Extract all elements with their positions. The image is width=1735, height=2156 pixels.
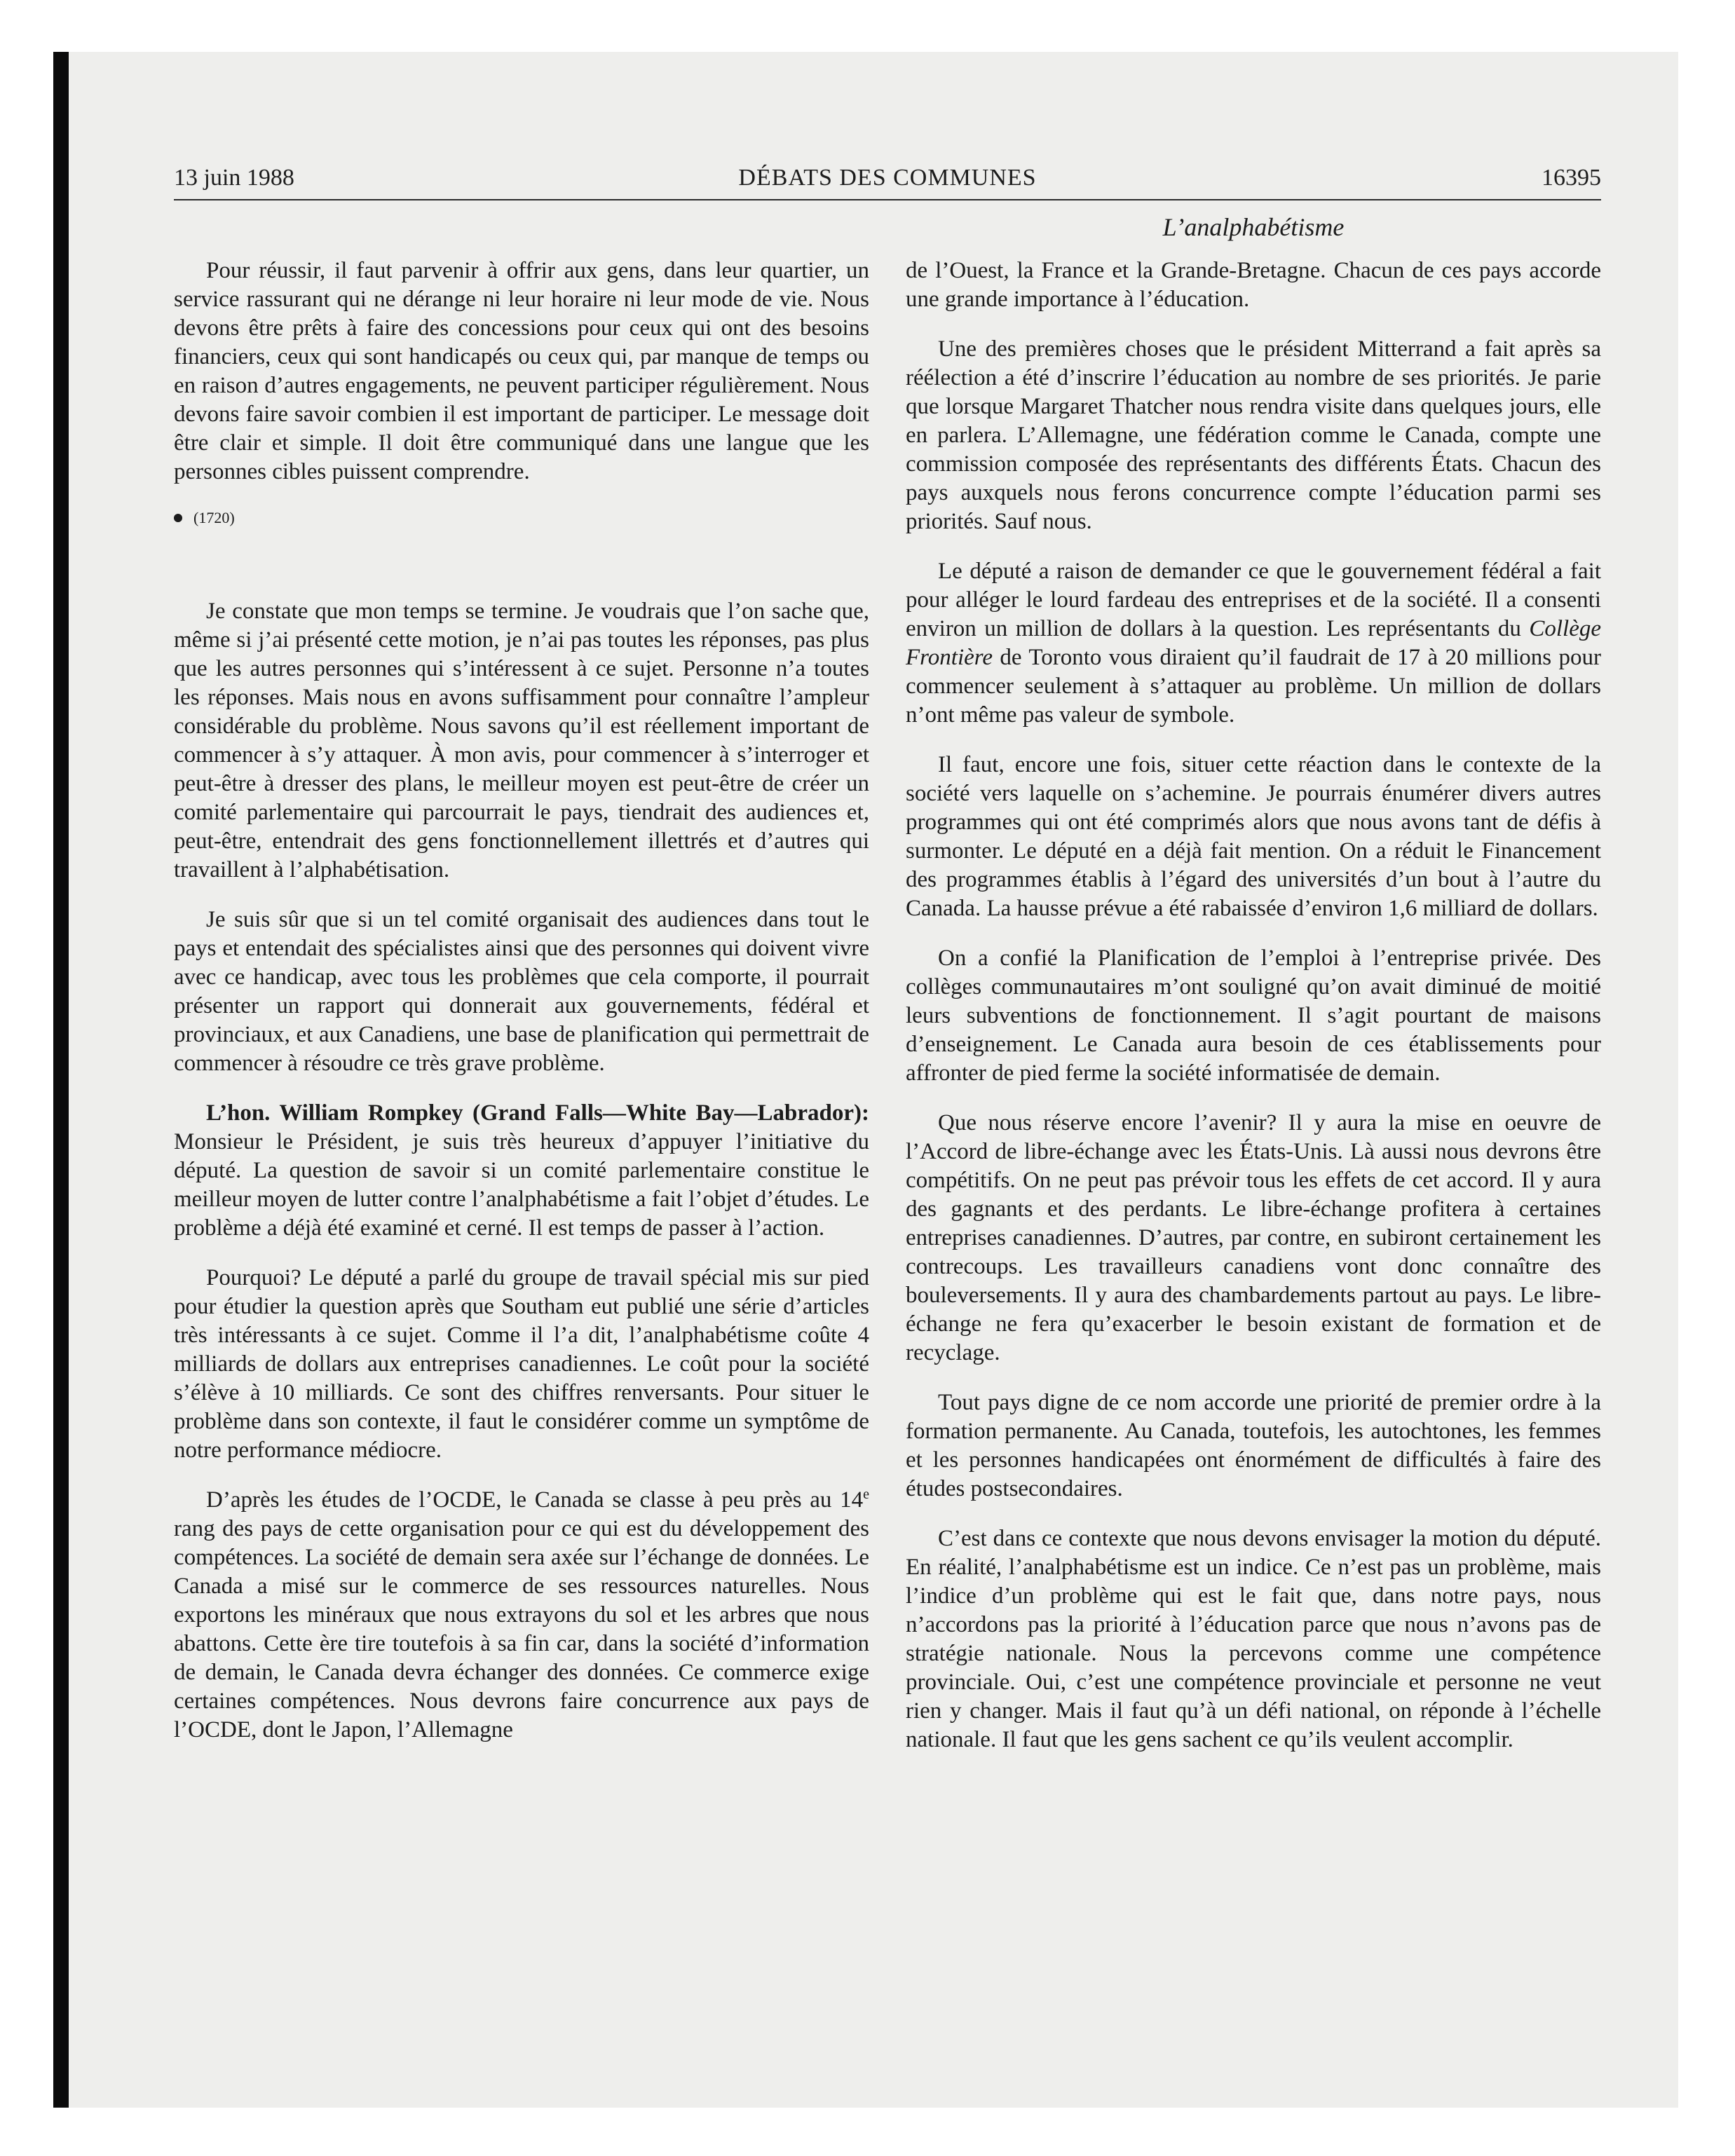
- paragraph: C’est dans ce contexte que nous devons envisager la motion du député. En réalité, l’analphabétisme est un indice. Ce n’est pas un problème, mais l’indice d’un problème qui est le fait que, dans notre pays, nous n’accordons pas la priorité à l’éducation parce que nous n’avons pas de stratégie nationale. Nous la percevons comme une compétence provinciale. Oui, c’est une compétence provinciale et personne ne veut rien y changer. Mais il faut qu’à un défi national, on réponde à l’échelle nationale. Il faut que les gens sachent ce qu’ils veulent accomplir.: [906, 1526, 1601, 1752]
- speaker-paragraph: [174, 1099, 869, 1243]
- timestamp-marker: [174, 507, 869, 528]
- header-page-number: 16395: [1542, 165, 1601, 191]
- paragraph: Tout pays digne de ce nom accorde une priorité de premier ordre à la formation permanente. Au Canada, toutefois, les autochtones, les femmes et les personnes handicapées ont énormément de difficultés à faire des études postsecondaires.: [906, 1390, 1601, 1501]
- bullet-icon: [174, 514, 182, 522]
- paragraph: Je suis sûr que si un tel comité organisait des audiences dans tout le pays et entendait des spécialistes ainsi que des personnes qui doivent vivre avec ce handicap, avec tous les problèmes que cela comporte, il pourrait présenter un rapport qui donnerait aux gouvernements, fédéral et provinciaux, et aux Canadiens, une base de planification qui permettrait de commencer à résoudre ce très grave problème.: [174, 907, 869, 1076]
- text-run: D’après les études de l’OCDE, le Canada se classe à peu près au 14: [206, 1487, 864, 1513]
- timestamp-text: (1720): [193, 509, 235, 526]
- paragraph: On a confié la Planification de l’emploi à l’entreprise privée. Des collèges communautaires m’ont souligné qu’on avait diminué de moitié leurs subventions de fonctionnement. Il s’agit pourtant de maisons d’enseignement. Le Canada aura besoin de ces établissements pour affronter de pied ferme la société informatisée de demain.: [906, 946, 1601, 1086]
- paragraph: Pour réussir, il faut parvenir à offrir aux gens, dans leur quartier, un service rassurant qui ne dérange ni leur horaire ni leur mode de vie. Nous devons être prêts à faire des concessions pour ceux qui ont des besoins financiers, ceux qui sont handicapés ou ceux qui, par manque de temps ou en raison d’autres engagements, ne peuvent participer régulièrement. Nous devons faire savoir combien il est important de participer. Le message doit être clair et simple. Il doit être communiqué dans une langue que les personnes cibles puissent comprendre.: [174, 258, 869, 484]
- speech-text: Monsieur le Président, je suis très heureux d’appuyer l’initiative du député. La question de savoir si un comité parlementaire constitue le meilleur moyen de lutter contre l’analphabétisme a fait l’objet d’études. Le problème a déjà été examiné et cerné. Il est temps de passer à l’action.: [174, 1129, 869, 1241]
- paragraph: Pourquoi? Le député a parlé du groupe de travail spécial mis sur pied pour étudier la question après que Southam eut publié une série d’articles très intéressants à ce sujet. Comme il l’a dit, l’analphabétisme coûte 4 milliards de dollars aux entreprises canadiennes. Le coût pour la société s’élève à 10 milliards. Ce sont des chiffres renversants. Pour situer le problème dans son contexte, il faut le considérer comme un symptôme de notre performance médiocre.: [174, 1265, 869, 1463]
- italic-name: Collège Frontière: [906, 616, 1601, 670]
- paragraph: Une des premières choses que le président Mitterrand a fait après sa réélection a été d’inscrire l’éducation au nombre de ses priorités. Je parie que lorsque Margaret Thatcher nous rendra visite dans quelques jours, elle en parlera. L’Allemagne, une fédération comme le Canada, compte une commission composée des représentants des différents États. Chacun des pays auxquels nous ferons concurrence compte l’éducation parmi ses priorités. Sauf nous.: [906, 336, 1601, 534]
- scan-border: [53, 52, 69, 2108]
- text-run: de Toronto vous diraient qu’il faudrait de 17 à 20 millions pour commencer seulement à s’attaquer au problème. Un million de dollars n’ont même pas valeur de symbole.: [906, 645, 1601, 728]
- speaker-name: L’hon. William Rompkey (Grand Falls—White Bay—Labrador):: [206, 1100, 869, 1126]
- paragraph: [174, 1486, 869, 1745]
- superscript: e: [863, 1487, 869, 1502]
- paragraph: Il faut, encore une fois, situer cette réaction dans le contexte de la société vers laquelle on s’achemine. Je pourrais énumérer divers autres programmes qui ont été comprimés alors que nous avons tant de défis à surmonter. Le député en a déjà fait mention. On a réduit le Financement des programmes établis à l’égard des universités d’un bout à l’autre du Canada. La hausse prévue a été rabaissée d’environ 1,6 milliard de dollars.: [906, 752, 1601, 921]
- paragraph: Que nous réserve encore l’avenir? Il y aura la mise en oeuvre de l’Accord de libre-échange avec les États-Unis. Là aussi nous devrons être compétitifs. On ne peut pas prévoir tous les effets de cet accord. Il y aura des gagnants et des perdants. Le libre-échange profitera à certaines entreprises canadiennes. D’autres, par contre, en subiront certainement les contrecoups. Les travailleurs canadiens vont donc connaître des bouleversements. Il y aura des chambardements partout au pays. Le libre-échange ne fera qu’exacerber le besoin existant de formation et de recyclage.: [906, 1110, 1601, 1365]
- header-journal-title: DÉBATS DES COMMUNES: [738, 165, 1037, 191]
- text-run: Le député a raison de demander ce que le gouvernement fédéral a fait pour alléger le lourd fardeau des entreprises et de la société. Il a consenti environ un million de dollars à la question. Les représentants du: [906, 559, 1601, 641]
- text-run: rang des pays de cette organisation pour ce qui est du développement des compétences. La société de demain sera axée sur l’échange de données. Le Canada a misé sur le commerce de ses ressources naturelles. Nous exportons les minéraux que nous extrayons du sol et les arbres que nous abattons. Cette ère tire toutefois à sa fin car, dans la société d’information de demain, le Canada devra échanger des données. Ce commerce exige certaines compétences. Nous devrons faire concurrence aux pays de l’OCDE, dont le Japon, l’Allemagne: [174, 1516, 869, 1742]
- header-date: 13 juin 1988: [174, 165, 294, 191]
- paragraph: Je constate que mon temps se termine. Je voudrais que l’on sache que, même si j’ai présenté cette motion, je n’ai pas toutes les réponses, pas plus que les autres personnes qui s’intéressent à ce sujet. Personne n’a toutes les réponses. Mais nous en avons suffisamment pour connaître l’ampleur considérable du problème. Nous savons qu’il est réellement important de commencer à s’y attaquer. À mon avis, pour commencer à s’interroger et peut-être à dresser des plans, le meilleur moyen est peut-être de créer un comité parlementaire qui parcourrait le pays, tiendrait des audiences et, peut-être, entendrait des gens fonctionnellement illettrés et d’autres qui travaillent à l’alphabétisation.: [174, 599, 869, 882]
- left-column: [174, 257, 869, 1766]
- page-header: [174, 160, 1601, 200]
- running-head: L’analphabétisme: [1162, 213, 1345, 241]
- paragraph: de l’Ouest, la France et la Grande-Bretagne. Chacun de ces pays accorde une grande importance à l’éducation.: [906, 258, 1601, 312]
- paragraph: [906, 557, 1601, 730]
- right-column: [906, 257, 1601, 1775]
